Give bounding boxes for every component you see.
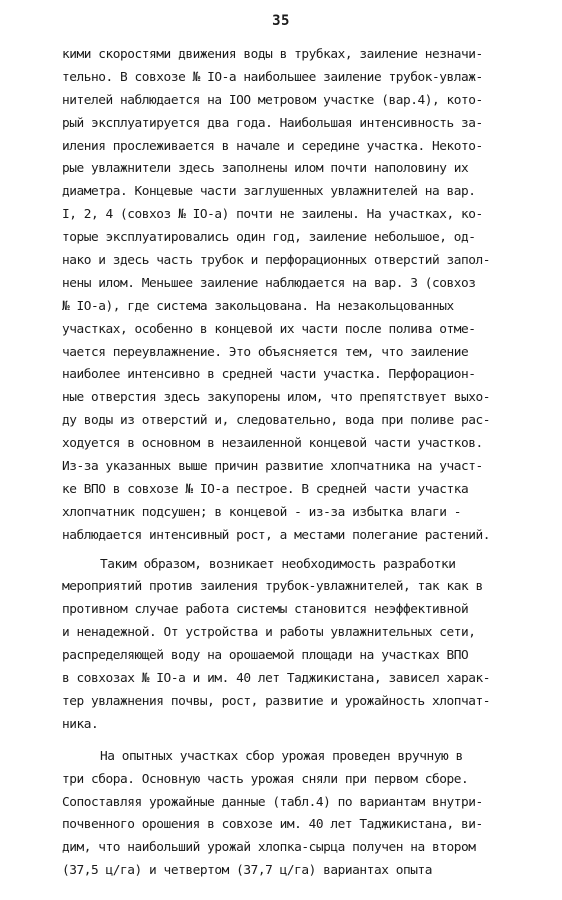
text-line: ходуется в основном в незаиленной концевой части участков.: [62, 436, 483, 452]
text-line: Таким образом, возникает необходимость разработки: [100, 556, 456, 572]
text-line: рые увлажнители здесь заполнены илом почти наполовину их: [62, 161, 469, 177]
text-line: Сопоставляя урожайные данные (табл.4) по вариантам внутри-: [62, 794, 483, 810]
text-line: I, 2, 4 (совхоз № IO-а) почти не заилены. На участках, ко-: [62, 207, 483, 223]
text-line: противном случае работа системы становится неэффективной: [62, 602, 469, 618]
text-line: дим, что наибольший урожай хлопка-сырца получен на втором: [62, 840, 476, 856]
text-line: (37,5 ц/га) и четвертом (37,7 ц/га) вариантах опыта: [62, 863, 432, 879]
paragraph: [62, 746, 532, 883]
text-line: тельно. В совхозе № IO-а наибольшее заиление трубок-увлаж-: [62, 69, 483, 85]
text-line: ду воды из отверстий и, следовательно, вода при поливе рас-: [62, 413, 491, 429]
text-line: рый эксплуатируется два года. Наибольшая интенсивность за-: [62, 115, 483, 131]
text-line: наиболее интенсивно в средней части участка. Перфорацион-: [62, 367, 476, 383]
text-line: нако и здесь часть трубок и перфорационных отверстий запол-: [62, 253, 491, 269]
text-line: ке ВПО в совхозе № IO-а пестрое. В средней части участка: [62, 481, 469, 497]
paragraph-gap: [62, 737, 532, 746]
text-line: № IO-а), где система закольцована. На незакольцованных: [62, 298, 454, 314]
text-line: ные отверстия здесь закупорены илом, что препятствует выхо-: [62, 390, 491, 406]
text-line: распределяющей воду на орошаемой площади на участках ВПО: [62, 648, 469, 664]
text-line: участках, особенно в концевой их части после полива отме-: [62, 321, 476, 337]
text-line: наблюдается интенсивный рост, а местами полегание растений.: [62, 527, 491, 543]
text-line: в совхозах № IO-а и им. 40 лет Таджикистана, зависел харак-: [62, 671, 491, 687]
paragraph: [62, 554, 532, 737]
text-line: На опытных участках сбор урожая проведен вручную в: [100, 748, 463, 764]
text-line: ника.: [62, 716, 99, 732]
text-line: почвенного орошения в совхозе им. 40 лет Таджикистана, ви-: [62, 817, 483, 833]
text-line: торые эксплуатировались один год, заиление небольшое, од-: [62, 230, 476, 246]
text-line: нителей наблюдается на IOO метровом участке (вар.4), кото-: [62, 92, 483, 108]
body-text: [62, 44, 532, 883]
text-line: три сбора. Основную часть урожая сняли при первом сборе.: [62, 771, 469, 787]
text-line: диаметра. Концевые части заглушенных увлажнителей на вар.: [62, 184, 476, 200]
text-line: чается переувлажнение. Это объясняется тем, что заиление: [62, 344, 469, 360]
text-line: и ненадежной. От устройства и работы увлажнительных сети,: [62, 625, 476, 641]
text-line: иления прослеживается в начале и середине участка. Некото-: [62, 138, 483, 154]
text-line: мероприятий против заиления трубок-увлажнителей, так как в: [62, 579, 483, 595]
text-line: тер увлажнения почвы, рост, развитие и урожайность хлопчат-: [62, 693, 491, 709]
text-line: кими скоростями движения воды в трубках, заиление незначи-: [62, 47, 483, 62]
text-line: Из-за указанных выше причин развитие хлопчатника на участ-: [62, 459, 483, 475]
page-number: 35: [272, 13, 290, 29]
text-line: нены илом. Меньшее заиление наблюдается на вар. 3 (совхоз: [62, 275, 476, 291]
text-line: хлопчатник подсушен; в концевой - из-за избытка влаги -: [62, 504, 461, 520]
paragraph: [62, 44, 532, 548]
